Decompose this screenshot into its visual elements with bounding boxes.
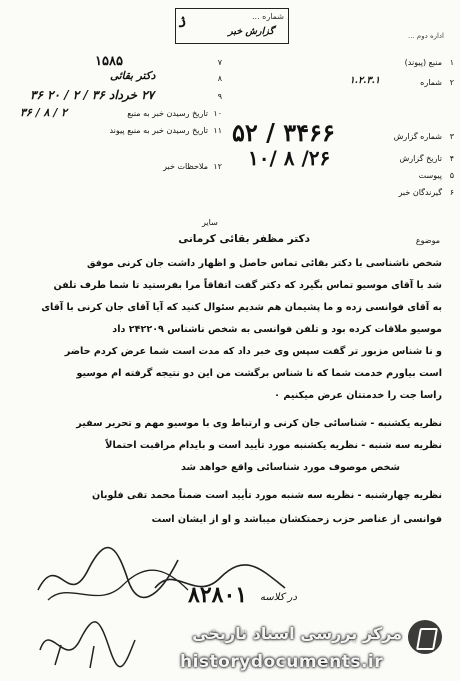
left-fields [0, 52, 230, 182]
body-line: شخص ناشناسی با دکتر بقائی تماس حاصل و اظهار داشت جان کرنی موفق [86, 258, 442, 269]
body-line: شد با آقای موسیو تماس بگیرد که دکتر گفت اتفاقاً مرا بفرستید تا شما طرف تلفن [53, 280, 442, 291]
field-7-value: ۱۵۸۵ [95, 54, 123, 69]
field-12-label: ملاحظات خبر [163, 162, 208, 171]
top-right-note: اداره دوم ... [407, 32, 444, 40]
archive-watermark [170, 616, 450, 678]
body-line: شخص موصوف مورد شناسائی واقع خواهد شد [180, 462, 400, 473]
field-4-num: ۴ [449, 154, 454, 163]
subject-value: دکتر مظفر بقائی کرمانی [178, 233, 310, 245]
body-line: نظریه سه شنبه - نظریه یکشنبه مورد تأیید است و بایدام مراقبت احتمالاً [105, 440, 442, 451]
stamp-box-mark: ۯ [178, 12, 187, 28]
field-10-value: ۳۶ / ۸ / ۲ [20, 106, 67, 119]
report-body [0, 248, 460, 558]
field-12-num: ۱۲ [213, 162, 222, 171]
registration-number: ۸۲۸۰۱ [188, 582, 248, 608]
field-2-label: شماره [420, 78, 442, 87]
field-2-value: ۱.۲.۳.۱ [349, 75, 380, 86]
body-line: فوانسی از عناصر حزب زحمتکشان میباشد و او از ایشان است [151, 514, 442, 525]
field-3-num: ۳ [449, 132, 454, 141]
watermark-title: مرکز بررسی اسناد تاریخی [192, 624, 402, 643]
field-11-num: ۱۱ [213, 126, 222, 135]
field-10-num: ۱۰ [213, 109, 222, 118]
archive-logo-icon [408, 620, 442, 654]
registration-label: در کلاسه [260, 592, 297, 603]
header-stamp-box [175, 8, 289, 44]
stamp-number: ۳۴۶۶ / ۵۲ [232, 118, 335, 147]
watermark-url: historydocuments.ir [180, 652, 384, 672]
body-line: و نا شناس مزبور تر گفت سپس وی خبر داد که مدت است شما عرض کردم حاضر [64, 346, 442, 357]
body-line: نظریه یکشنبه - شناسائی جان کرنی و ارتباط وی با موسیو مهم و تحریر سفیر [76, 418, 442, 429]
body-line: راسا جت را خدمتتان عرض میکنیم ۰ [274, 390, 442, 401]
field-6-label: گیرندگان خبر [398, 188, 442, 197]
subject-tag: سایر [202, 218, 218, 227]
field-4-label: تاریخ گزارش [399, 154, 442, 163]
field-1-label: منبع (پیوند) [404, 58, 442, 67]
subject-label: موضوع [415, 236, 440, 245]
body-line: است بیاورم خدمت شما که نا شناس برگشت من این دو نتیجه گرفته ام موسیو [76, 368, 442, 379]
field-7-num: ۷ [217, 58, 222, 67]
body-line: موسیو ملاقات کرده بود و تلفن فوانسی به شخص ناشناس ۲۴۲۲۰۹ داد [112, 324, 442, 335]
body-line: به آقای فوانسی زده و ما پشیمان هم شدیم سئوال کنید که آیا آقای جان کرنی با آقای [41, 302, 442, 313]
stamp-title: گزارش خبر [228, 26, 274, 37]
field-8-value: دکتر بقائی [110, 70, 156, 82]
field-5-label: پیوست [418, 171, 442, 180]
field-1-num: ۱ [449, 58, 454, 67]
field-3-label: شماره گزارش [393, 132, 442, 141]
field-9-num: ۹ [217, 92, 222, 101]
field-6-num: ۶ [449, 188, 454, 197]
body-line: نظریه چهارشنبه - نظریه سه شنبه مورد تأیید است ضمناً محمد تقی فلوبان [92, 490, 442, 501]
field-10-label: تاریخ رسیدن خبر به منبع [127, 109, 208, 118]
field-2-num: ۲ [449, 78, 454, 87]
stamp-date: ۲۶/ ۸ /۱۰ [248, 146, 331, 170]
field-5-num: ۵ [449, 171, 454, 180]
signatures-area [0, 540, 460, 681]
document-header [0, 0, 460, 245]
stamp-sub: شماره ... [252, 12, 284, 21]
field-8-num: ۸ [217, 74, 222, 83]
field-11-label: تاریخ رسیدن خبر به منبع پیوند [109, 126, 208, 135]
field-9-value: ۲۷ خرداد ۳۶ / ۲ / ۲۰ ۳۶ [30, 88, 155, 102]
signature-scribble-bottom [30, 610, 140, 680]
